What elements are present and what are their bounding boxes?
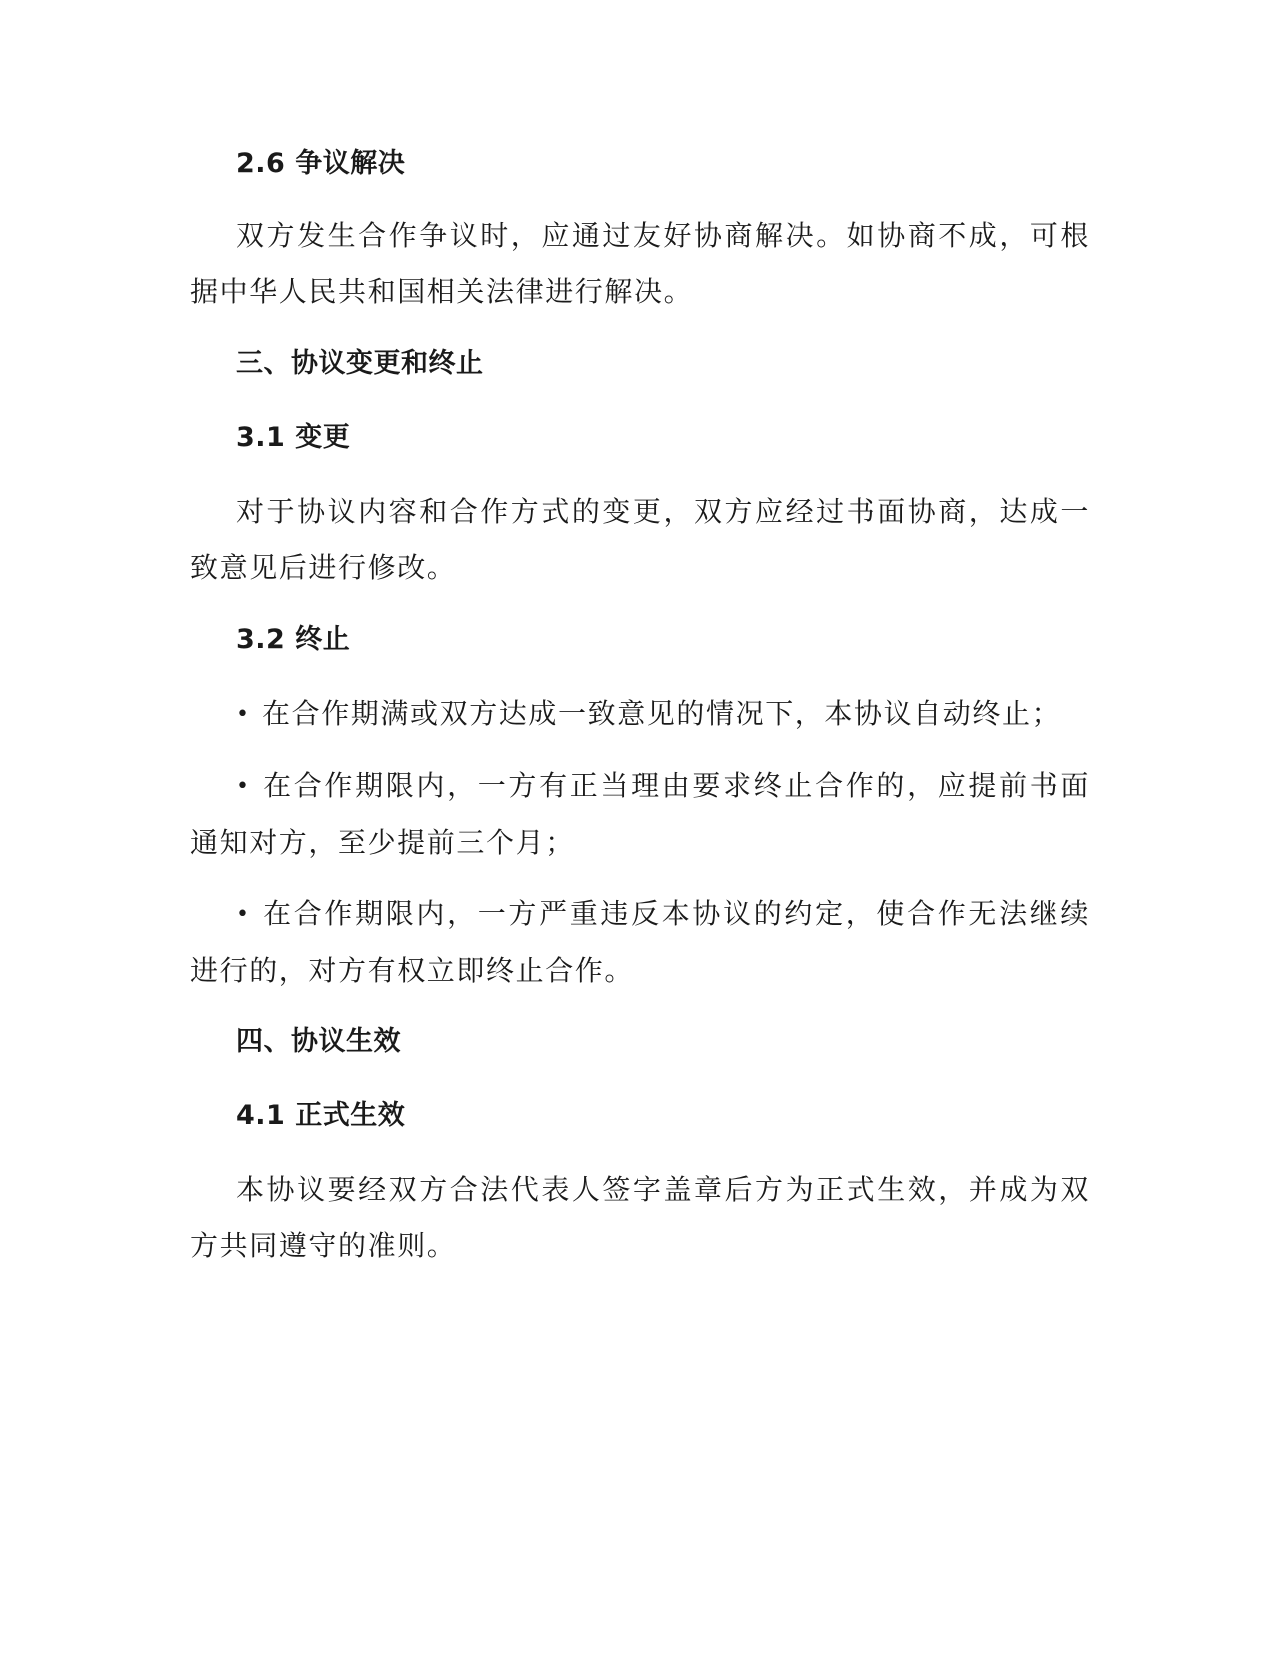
section-paragraph-3-1: 对于协议内容和合作方式的变更，双方应经过书面协商，达成一致意见后进行修改。 [190, 495, 1090, 584]
list-item-text: 在合作期满或双方达成一致意见的情况下，本协议自动终止； [262, 697, 1062, 730]
bullet-icon: • [236, 902, 251, 927]
list-item-text: 在合作期限内，一方严重违反本协议的约定，使合作无法继续进行的，对方有权立即终止合作。 [190, 897, 1090, 987]
bullet-icon: • [236, 774, 251, 799]
section-heading-4-1: 4.1 正式生效 [236, 1100, 406, 1131]
section-heading-3-2: 3.2 终止 [236, 624, 351, 655]
section-heading-3: 三、协议变更和终止 [236, 348, 484, 379]
list-item [190, 886, 1090, 999]
list-item [190, 686, 1090, 743]
section-heading-3-1: 3.1 变更 [236, 422, 351, 453]
section-paragraph-4-1: 本协议要经双方合法代表人签字盖章后方为正式生效，并成为双方共同遵守的准则。 [190, 1173, 1090, 1262]
section-heading-4: 四、协议生效 [236, 1026, 401, 1057]
list-item [190, 758, 1090, 871]
bullet-icon: • [236, 702, 251, 727]
section-paragraph-2-6: 双方发生合作争议时，应通过友好协商解决。如协商不成，可根据中华人民共和国相关法律进行解决。 [190, 219, 1090, 308]
section-heading-2-6: 2.6 争议解决 [236, 148, 406, 179]
list-item-text: 在合作期限内，一方有正当理由要求终止合作的，应提前书面通知对方，至少提前三个月； [190, 769, 1090, 859]
